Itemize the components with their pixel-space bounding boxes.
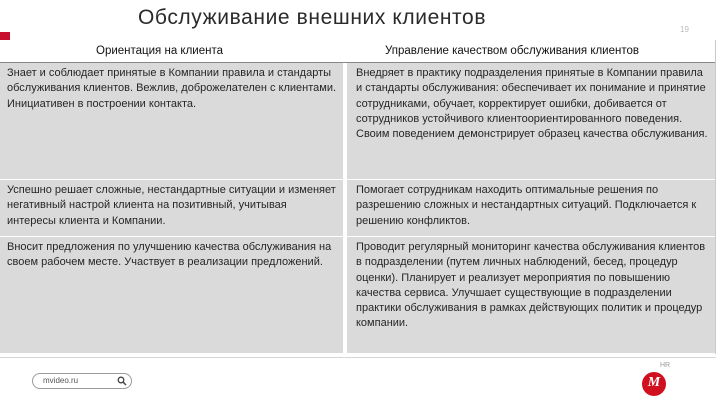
header-quality-management: Управление качеством обслуживания клиентов [385,45,639,57]
competency-table [0,40,716,354]
table-row [0,63,715,180]
table-body [0,62,715,354]
cell-right: Внедряет в практику подразделения принятые в Компании правила и стандарты обслуживания: обеспечивает их понимание и принятие сотрудниками, обучает, корректирует ошибки, добивается от сотрудников устойчивого клиентоориентированного поведения. Своим поведением демонстрирует образец качества обслуживания. [343,63,715,179]
cell-left: Вносит предложения по улучшению качества обслуживания на своем рабочем месте. Участвует в реализации предложений. [7,241,332,269]
site-url: mvideo.ru [43,376,79,385]
slide-number: 19 [680,25,689,34]
header-client-orientation: Ориентация на клиента [96,45,223,57]
hr-label: HR [660,362,671,369]
site-search-box[interactable] [32,373,132,389]
cell-right: Помогает сотрудникам находить оптимальные решения по разрешению сложных и нестандартных ситуаций. Подключается к решению конфликтов. [343,180,715,236]
footer-divider [0,357,716,358]
table-row [0,237,715,354]
cell-left: Знает и соблюдает принятые в Компании правила и стандарты обслуживания клиентов. Вежлив, доброжелателен с клиентами. Инициативен в построении контакта. [7,67,337,110]
accent-strip [0,32,10,40]
table-header [0,40,715,62]
cell-right: Проводит регулярный мониторинг качества обслуживания клиентов в подразделении (путем личных наблюдений, бесед, процедур оценки). Планирует и реализует мероприятия по повышению качества сервиса. Улучшает существующие в подразделении практики обслуживания в рамках действующих политик и процедур компании. [343,237,715,353]
slide-title: Обслуживание внешних клиентов [138,6,487,29]
search-icon [117,376,127,386]
logo-letter: М [647,375,661,390]
table-row [0,180,715,237]
brand-logo [642,372,666,396]
cell-left: Успешно решает сложные, нестандартные ситуации и изменяет негативный настрой клиента на позитивный, учитывая интересы клиента и Компании. [7,184,336,227]
